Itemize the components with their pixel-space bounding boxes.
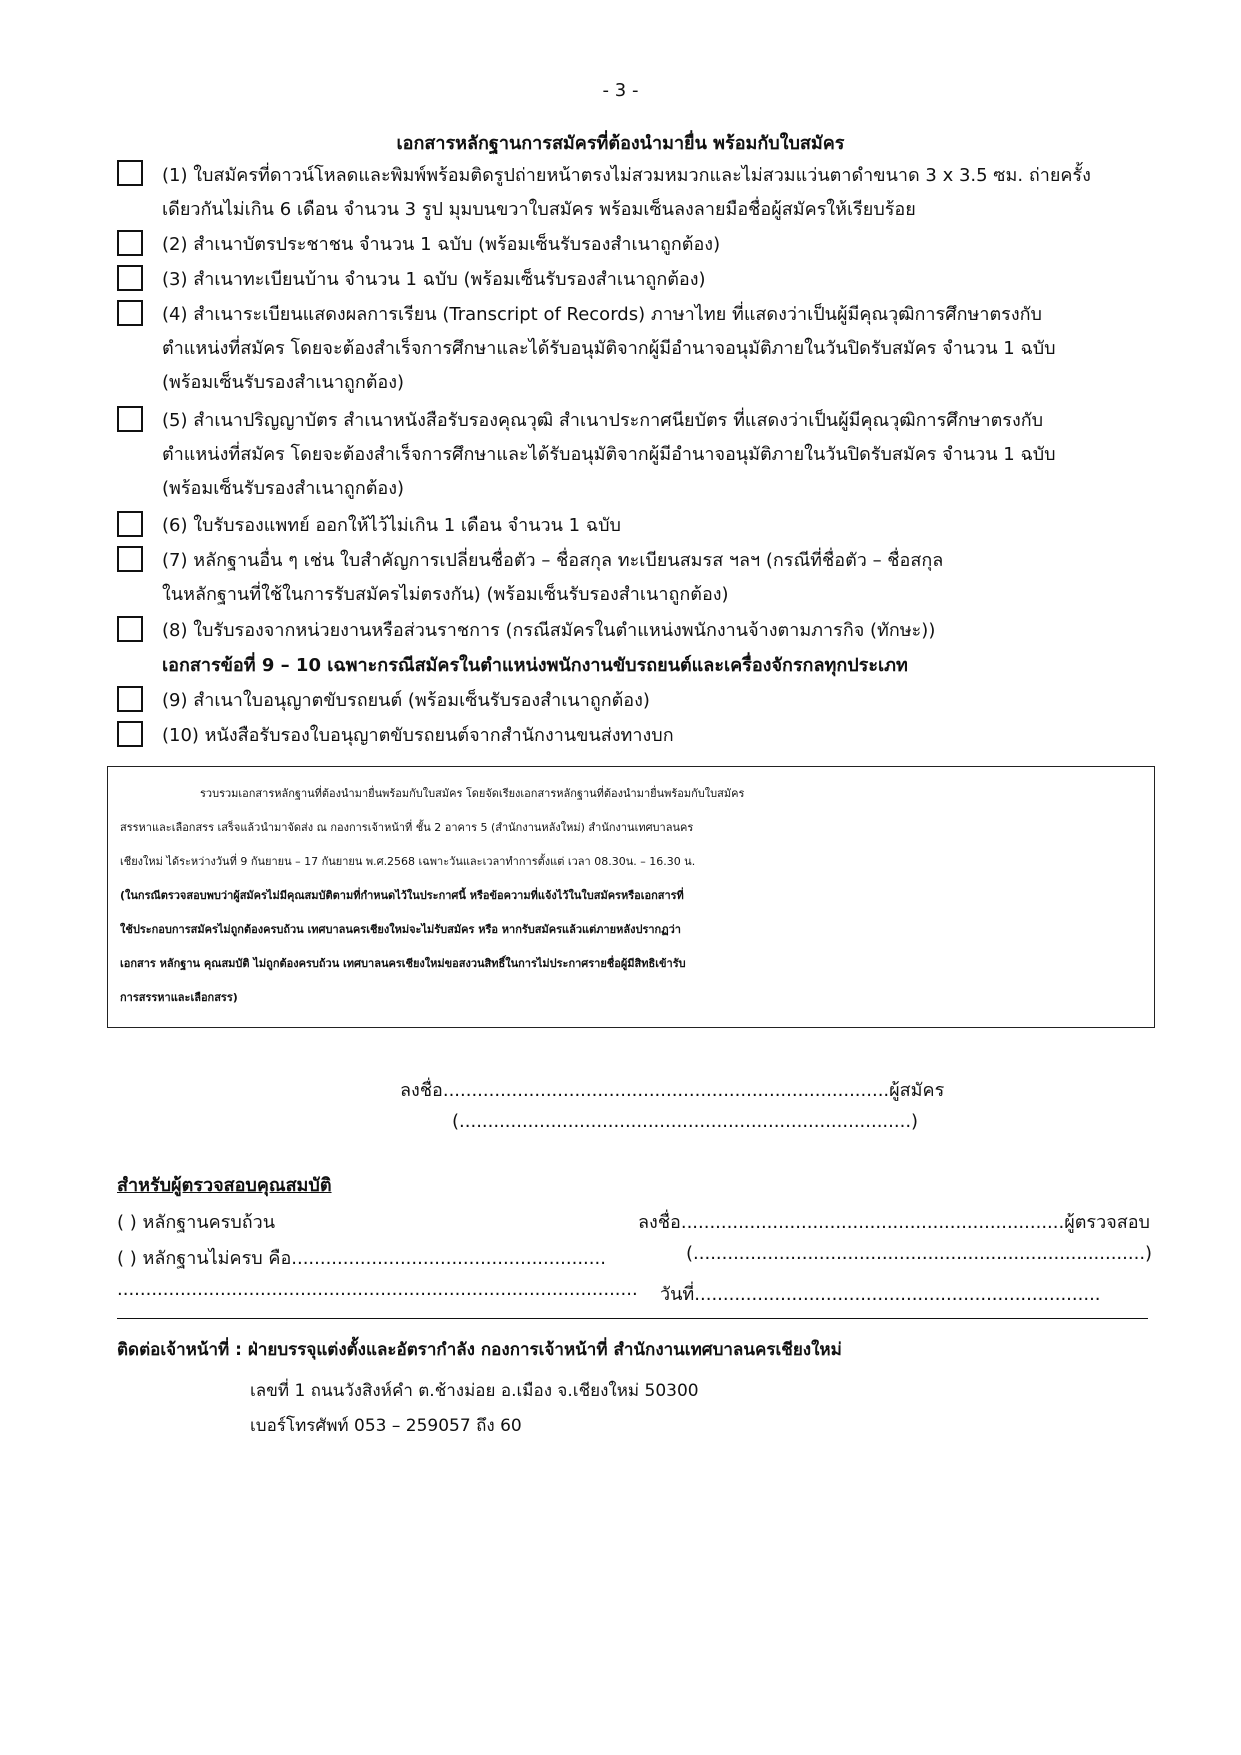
checkbox-item-3[interactable] (117, 265, 143, 291)
notice-bold-line-3: เอกสาร หลักฐาน คุณสมบัติ ไม่ถูกต้องครบถ้วน เทศบาลนครเชียงใหม่ขอสงวนสิทธิ์ในการไม่ประกาศรายชื่อผู้มีสิทธิเข้ารับ (120, 957, 686, 970)
item-5-line-2: ตำแหน่งที่สมัคร โดยจะต้องสำเร็จการศึกษาและได้รับอนุมัติจากผู้มีอำนาจอนุมัติภายในวันปิดรับสมัคร จำนวน 1 ฉบับ (162, 444, 1056, 465)
inspector-section-title: สำหรับผู้ตรวจสอบคุณสมบัติ (117, 1175, 332, 1196)
contact-label: ติดต่อเจ้าหน้าที่ : ฝ่ายบรรจุแต่งตั้งและอัตรากำลัง กองการเจ้าหน้าที่ สำนักงานเทศบาลนครเชียงใหม่ (117, 1340, 842, 1360)
section-divider (117, 1318, 1148, 1319)
checkbox-item-4[interactable] (117, 300, 143, 326)
inspector-name-line: (...............................................................................) (686, 1243, 1153, 1264)
item-1-line-1: (1) ใบสมัครที่ดาวน์โหลดและพิมพ์พร้อมติดรูปถ่ายหน้าตรงไม่สวมหมวกและไม่สวมแว่นตาดำขนาด 3 x 3.5 ซม. ถ่ายครั้ง (162, 165, 1091, 186)
submission-notice-box (107, 766, 1155, 1028)
checkbox-item-9[interactable] (117, 686, 143, 712)
inspector-date-line: วันที่....................................................................... (660, 1284, 1101, 1305)
item-4-line-1: (4) สำเนาระเบียนแสดงผลการเรียน (Transcript of Records) ภาษาไทย ที่แสดงว่าเป็นผู้มีคุณวุฒิการศึกษาตรงกับ (162, 304, 1042, 325)
checkbox-item-7[interactable] (117, 546, 143, 572)
item-1-line-2: เดียวกันไม่เกิน 6 เดือน จำนวน 3 รูป มุมบนขวาใบสมัคร พร้อมเซ็นลงลายมือชื่อผู้สมัครให้เรียบร้อย (162, 199, 916, 220)
notice-line-3: เชียงใหม่ ได้ระหว่างวันที่ 9 กันยายน – 17 กันยายน พ.ศ.2568 เฉพาะวันและเวลาทำการตั้งแต่ เวลา 08.30น. – 16.30 น. (120, 855, 696, 868)
notice-line-1: รวบรวมเอกสารหลักฐานที่ต้องนำมายื่นพร้อมกับใบสมัคร โดยจัดเรียงเอกสารหลักฐานที่ต้องนำมายื่นพร้อมกับใบสมัคร (200, 787, 745, 800)
item-2-line-1: (2) สำเนาบัตรประชาชน จำนวน 1 ฉบับ (พร้อมเซ็นรับรองสำเนาถูกต้อง) (162, 234, 721, 255)
checkbox-item-8[interactable] (117, 616, 143, 642)
checkbox-item-10[interactable] (117, 721, 143, 747)
item-5-line-3: (พร้อมเซ็นรับรองสำเนาถูกต้อง) (162, 478, 405, 499)
inspector-option-incomplete: ( ) หลักฐานไม่ครบ คือ....................................................... (117, 1248, 606, 1269)
documents-heading: เอกสารหลักฐานการสมัครที่ต้องนำมายื่น พร้อมกับใบสมัคร (396, 133, 845, 154)
contact-address: เลขที่ 1 ถนนวังสิงห์คำ ต.ช้างม่อย อ.เมือง จ.เชียงใหม่ 50300 (250, 1381, 699, 1401)
applicant-name-line: (...............................................................................) (452, 1111, 919, 1132)
contact-phone: เบอร์โทรศัพท์ 053 – 259057 ถึง 60 (250, 1416, 522, 1436)
item-7-line-2: ในหลักฐานที่ใช้ในการรับสมัครไม่ตรงกัน) (พร้อมเซ็นรับรองสำเนาถูกต้อง) (162, 584, 729, 605)
item-4-line-3: (พร้อมเซ็นรับรองสำเนาถูกต้อง) (162, 372, 405, 393)
checkbox-item-1[interactable] (117, 160, 143, 186)
inspector-blank-line: ........................................................................................... (117, 1279, 638, 1300)
page-number: - 3 - (602, 80, 639, 101)
notice-bold-line-1: (ในกรณีตรวจสอบพบว่าผู้สมัครไม่มีคุณสมบัติตามที่กำหนดไว้ในประกาศนี้ หรือข้อความที่แจ้งไว้ในใบสมัครหรือเอกสารที่ (120, 889, 684, 902)
item-10-line-1: (10) หนังสือรับรองใบอนุญาตขับรถยนต์จากสำนักงานขนส่งทางบก (162, 725, 674, 746)
inspector-signature-line: ลงชื่อ...................................................................ผู้ตรวจสอบ (638, 1212, 1150, 1233)
item-7-line-1: (7) หลักฐานอื่น ๆ เช่น ใบสำคัญการเปลี่ยนชื่อตัว – ชื่อสกุล ทะเบียนสมรส ฯลฯ (กรณีที่ชื่อตัว – ชื่อสกุล (162, 550, 944, 571)
item-9-line-1: (9) สำเนาใบอนุญาตขับรถยนต์ (พร้อมเซ็นรับรองสำเนาถูกต้อง) (162, 690, 650, 711)
checkbox-item-5[interactable] (117, 406, 143, 432)
item-4-line-2: ตำแหน่งที่สมัคร โดยจะต้องสำเร็จการศึกษาและได้รับอนุมัติจากผู้มีอำนาจอนุมัติภายในวันปิดรับสมัคร จำนวน 1 ฉบับ (162, 338, 1056, 359)
inspector-option-complete: ( ) หลักฐานครบถ้วน (117, 1212, 276, 1233)
checkbox-item-6[interactable] (117, 511, 143, 537)
item-5-line-1: (5) สำเนาปริญญาบัตร สำเนาหนังสือรับรองคุณวุฒิ สำเนาประกาศนียบัตร ที่แสดงว่าเป็นผู้มีคุณวุฒิการศึกษาตรงกับ (162, 410, 1044, 431)
item-8-line-1: (8) ใบรับรองจากหน่วยงานหรือส่วนราชการ (กรณีสมัครในตำแหน่งพนักงานจ้างตามภารกิจ (ทักษะ)) (162, 620, 936, 641)
drivers-subheading: เอกสารข้อที่ 9 – 10 เฉพาะกรณีสมัครในตำแหน่งพนักงานขับรถยนต์และเครื่องจักรกลทุกประเภท (162, 655, 908, 676)
notice-bold-line-4: การสรรหาและเลือกสรร) (120, 991, 238, 1004)
item-3-line-1: (3) สำเนาทะเบียนบ้าน จำนวน 1 ฉบับ (พร้อมเซ็นรับรองสำเนาถูกต้อง) (162, 269, 706, 290)
notice-line-2: สรรหาและเลือกสรร เสร็จแล้วนำมาจัดส่ง ณ กองการเจ้าหน้าที่ ชั้น 2 อาคาร 5 (สำนักงานหลังใหม่) สำนักงานเทศบาลนคร (120, 821, 694, 834)
applicant-signature-line: ลงชื่อ..............................................................................ผู้สมัคร (400, 1080, 945, 1101)
item-6-line-1: (6) ใบรับรองแพทย์ ออกให้ไว้ไม่เกิน 1 เดือน จำนวน 1 ฉบับ (162, 515, 621, 536)
checkbox-item-2[interactable] (117, 230, 143, 256)
notice-bold-line-2: ใช้ประกอบการสมัครไม่ถูกต้องครบถ้วน เทศบาลนครเชียงใหม่จะไม่รับสมัคร หรือ หากรับสมัครแล้วแต่ภายหลังปรากฏว่า (120, 923, 681, 936)
